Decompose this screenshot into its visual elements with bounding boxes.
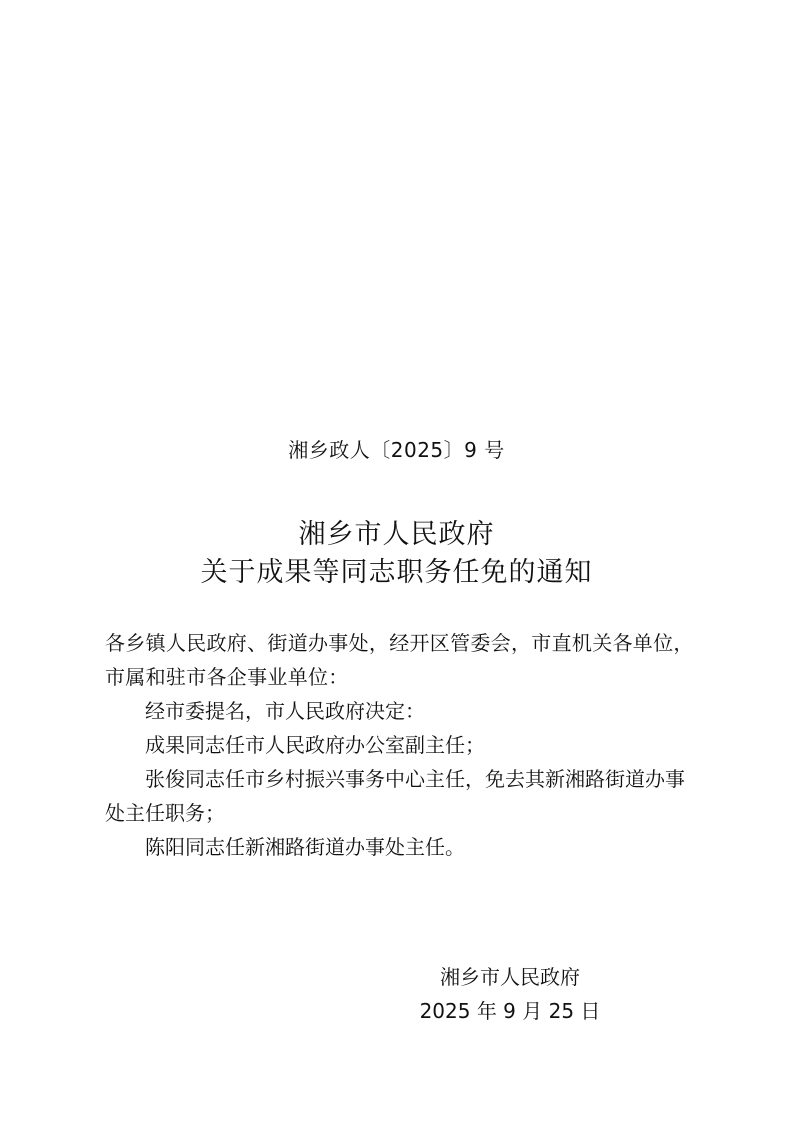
issuer-name: 湘乡市人民政府 [440, 965, 580, 989]
salutation: 各乡镇人民政府、街道办事处，经开区管委会，市直机关各单位，市属和驻市各企事业单位： [105, 631, 694, 689]
document-title [0, 516, 793, 592]
signature-block [410, 960, 610, 1028]
document-number: 湘乡政人〔2025〕9 号 [288, 438, 505, 462]
body-paragraph-appointment-2: 张俊同志任市乡村振兴事务中心主任，免去其新湘路街道办事处主任职务； [105, 767, 685, 825]
body-paragraph-appointment-3: 陈阳同志任新湘路街道办事处主任。 [145, 835, 465, 859]
body-paragraph-appointment-1: 成果同志任市人民政府办公室副主任； [145, 733, 485, 757]
document-body [105, 626, 695, 864]
body-paragraph-decision: 经市委提名，市人民政府决定： [145, 699, 425, 723]
issue-date: 2025 年 9 月 25 日 [419, 999, 601, 1023]
title-line-subject: 关于成果等同志职务任免的通知 [200, 557, 593, 588]
title-line-issuer: 湘乡市人民政府 [298, 519, 495, 550]
